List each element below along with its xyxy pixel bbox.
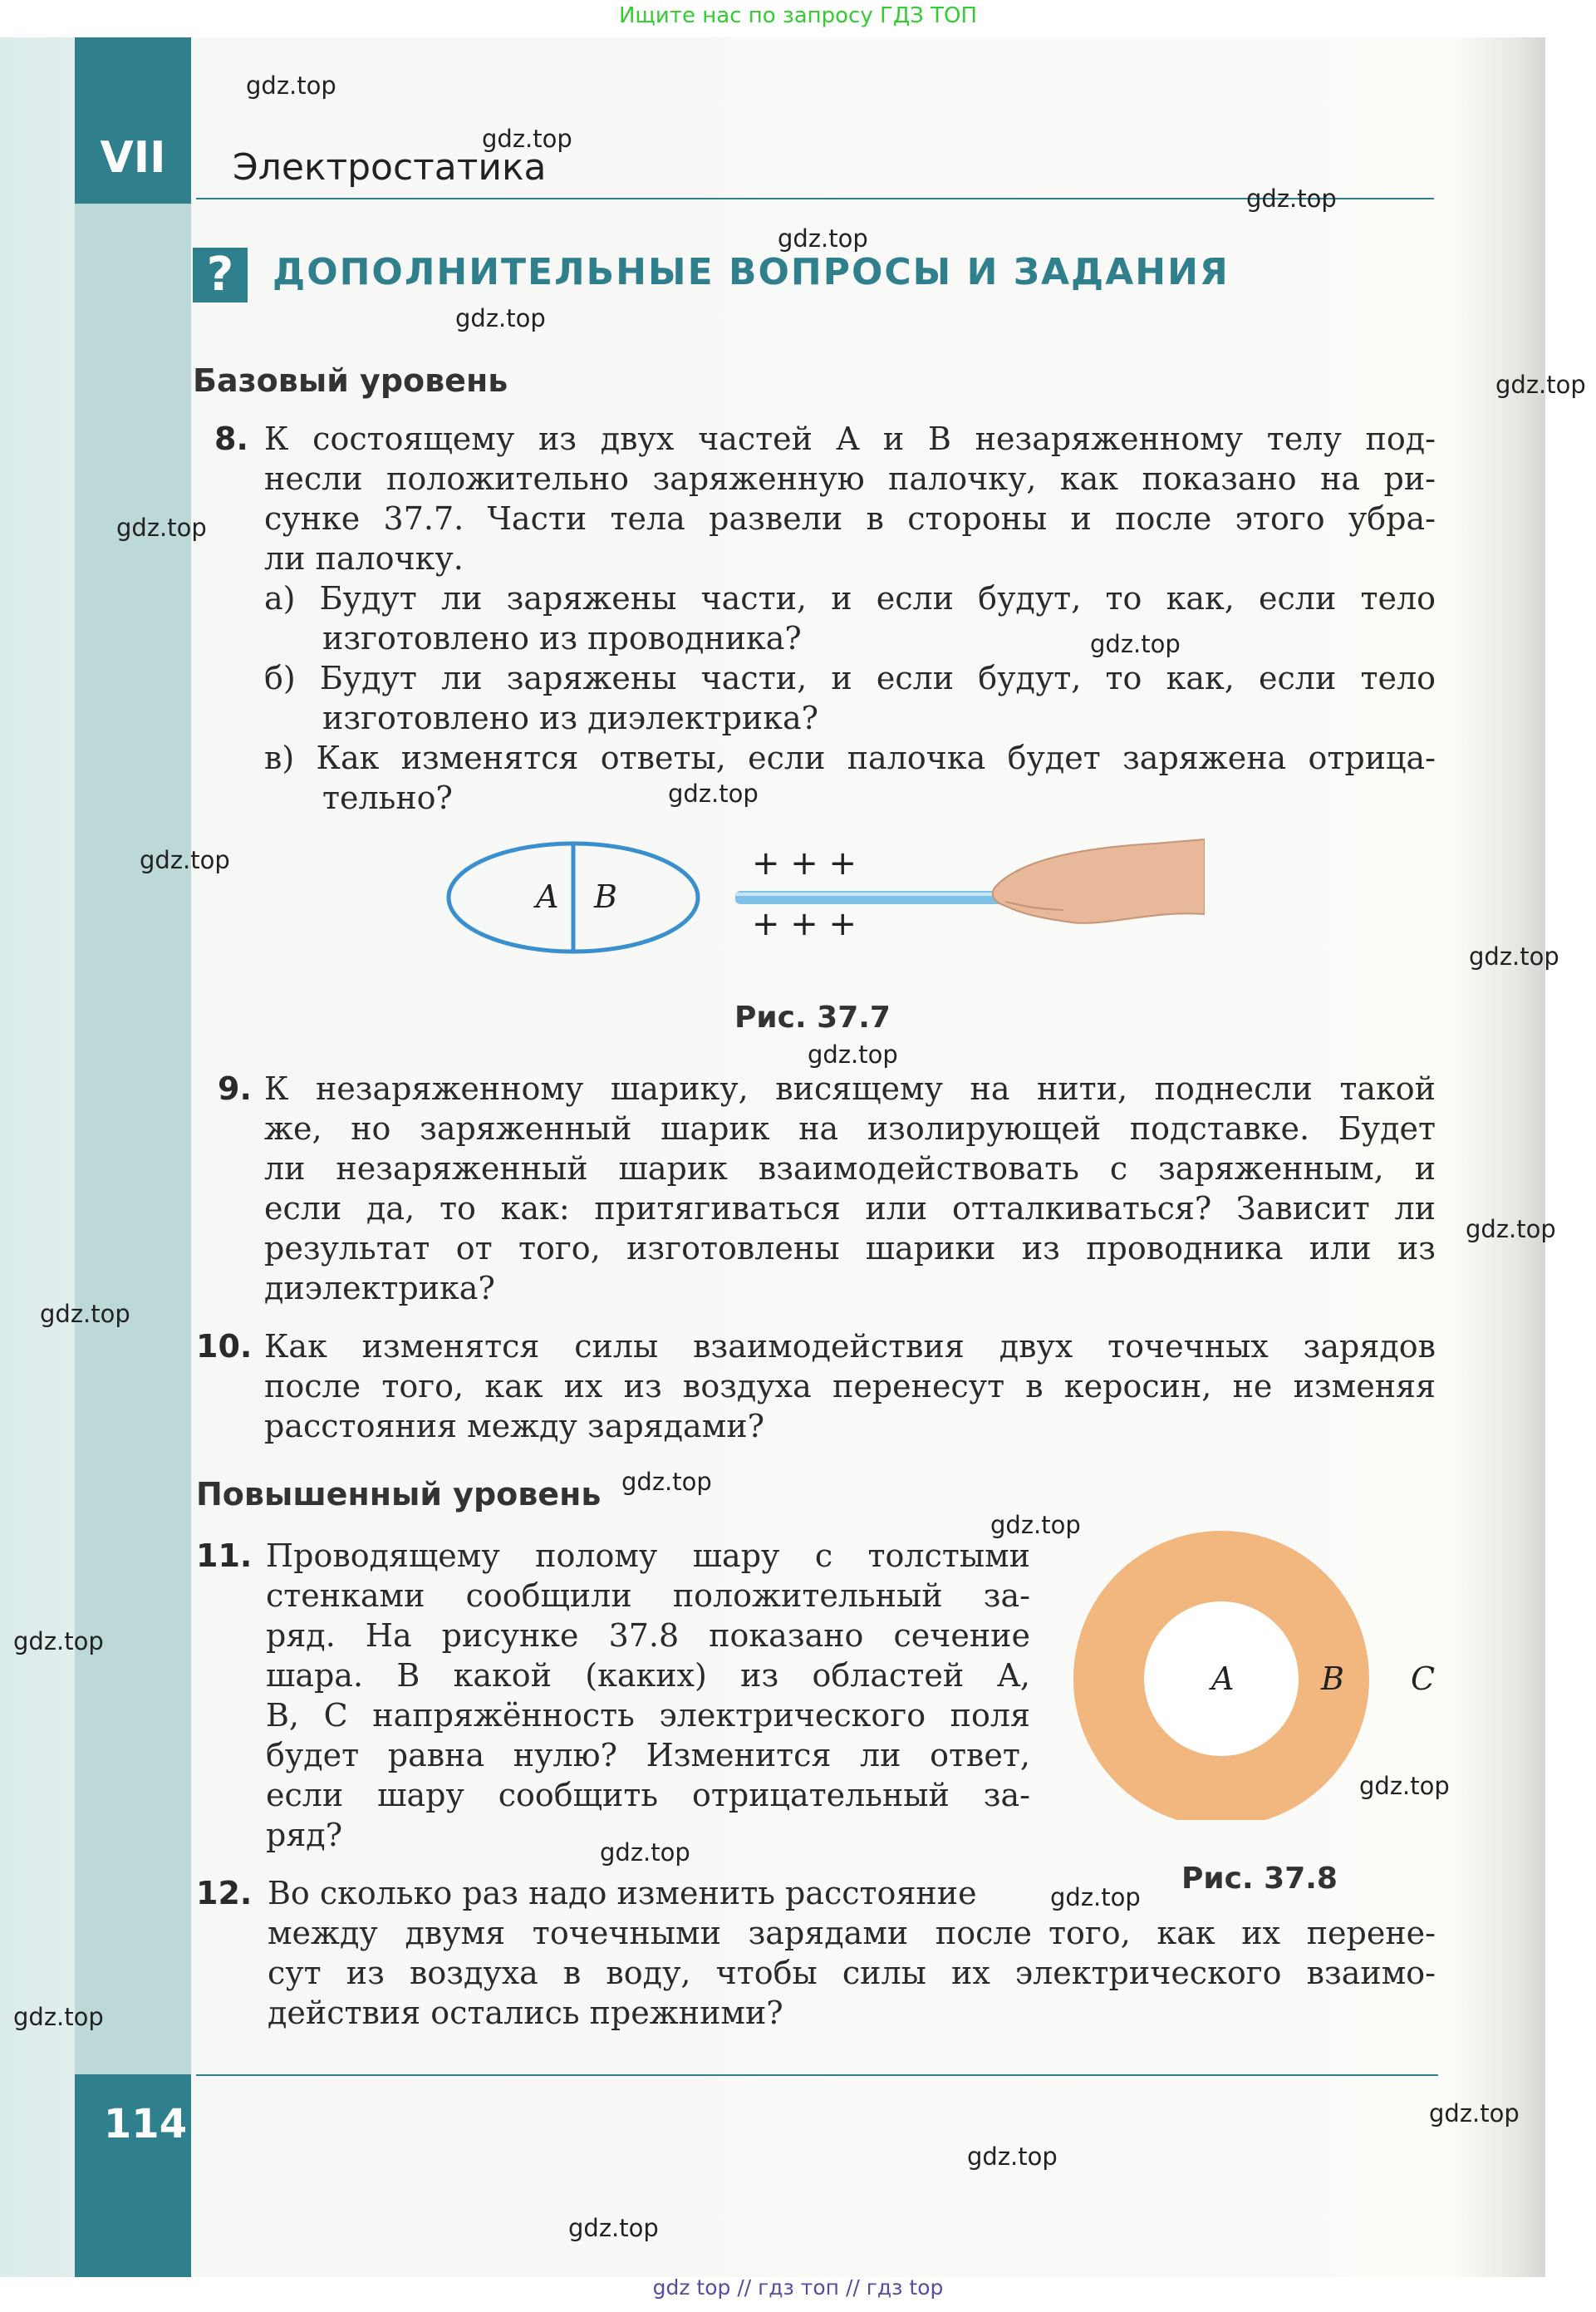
page-number: 114 [103,2101,188,2147]
region-c-label: C [1411,1660,1436,1697]
part-b-label: B [594,878,617,915]
q11-line3: ряд. На рисунке 37.8 показано сечение [266,1617,1030,1654]
footer-divider [196,2074,1438,2076]
part-a-label: A [536,878,559,915]
q9-number: 9. [218,1070,252,1107]
q12-line4: действия остались прежними? [268,1995,783,2031]
level-basic: Базовый уровень [193,362,508,399]
watermark: gdz.top [13,1627,104,1655]
section-title: ДОПОЛНИТЕЛЬНЫЕ ВОПРОСЫ И ЗАДАНИЯ [273,251,1230,293]
region-a-label: A [1211,1660,1235,1697]
q11-line4: шара. В какой (каких) из областей A, [266,1657,1030,1694]
watermark: gdz.top [600,1838,690,1867]
watermark: gdz.top [482,125,572,153]
level-advanced: Повышенный уровень [196,1476,602,1513]
q8-option-b-line2: изготовлено из диэлектрика? [322,700,819,736]
q8-line4: ли палочку. [264,540,464,577]
watermark: gdz.top [1359,1772,1450,1800]
q11-line6: будет равна нулю? Изменится ли ответ, [266,1737,1030,1773]
figure-37-7 [424,823,1205,964]
watermark: gdz.top [116,514,207,542]
watermark: gdz.top [246,71,336,100]
watermark: gdz.top [778,224,868,253]
hand-icon [993,839,1205,923]
q12-line2-end: того, как их перене- [1048,1915,1436,1951]
q9-line6: диэлектрика? [264,1270,495,1306]
q8-number: 8. [214,421,248,457]
q8-line2: несли положительно заряженную палочку, как показано на ри- [264,460,1436,497]
q9-line1: К незаряженному шарику, висящему на нити, поднесли такой [264,1070,1436,1107]
watermark: gdz.top [1466,1215,1556,1243]
q8-option-c-line2: тельно? [322,780,453,816]
watermark: gdz.top [1050,1883,1141,1911]
watermark: gdz.top [568,2214,659,2242]
watermark: gdz.top [13,2003,104,2031]
chapter-number: VII [100,133,166,183]
q12-number: 12. [196,1875,253,1911]
q9-line3: ли незаряженный шарик взаимодействовать с заряженным, и [264,1150,1436,1187]
watermark: gdz.top [808,1040,898,1069]
watermark: gdz.top [1090,630,1181,658]
chapter-title: Электростатика [233,146,547,189]
q11-line1: Проводящему полому шару с толстыми [266,1537,1030,1574]
page-sidebar [75,37,191,2277]
watermark: gdz.top [455,304,546,332]
q11-line8: ряд? [266,1817,343,1853]
q9-line2: же, но заряженный шарик на изолирующей подставке. Будет [264,1110,1436,1147]
figure-37-8-caption: Рис. 37.8 [1181,1862,1338,1896]
watermark: gdz.top [668,780,759,808]
figure-37-7-caption: Рис. 37.7 [734,1001,891,1035]
q12-line2: между двумя точечными зарядами после [268,1915,1032,1951]
q11-line7: если шару сообщить отрицательный за- [266,1777,1030,1813]
q12-line1: Во сколько раз надо изменить расстояние [268,1875,977,1911]
watermark: gdz.top [990,1511,1081,1539]
q11-line2: стенками сообщили положительный за- [266,1577,1030,1614]
watermark: gdz.top [1495,371,1586,399]
footer-links[interactable]: gdz top // гдз топ // гдз top [652,2275,944,2300]
q10-line1: Как изменятся силы взаимодействия двух точечных зарядов [264,1328,1436,1365]
watermark: gdz.top [967,2142,1058,2171]
watermark: gdz.top [40,1300,130,1328]
q8-line1: К состоящему из двух частей A и B незаряженному телу под- [264,421,1436,457]
watermark: gdz.top [1246,184,1337,213]
top-banner[interactable]: Ищите нас по запросу ГДЗ ТОП [618,3,978,28]
charges-bottom: + + + [752,905,857,943]
q8-option-b-line1: б) Будут ли заряжены части, и если будут, то как, если тело [264,660,1436,696]
q8-line3: сунке 37.7. Части тела развели в стороны и после этого убра- [264,500,1436,537]
q9-line4: если да, то как: притягиваться или отталкиваться? Зависит ли [264,1190,1436,1227]
q10-line3: расстояния между зарядами? [264,1408,764,1444]
q11-line5: B, C напряжённость электрического поля [266,1697,1030,1734]
q11-number: 11. [196,1537,253,1574]
watermark: gdz.top [621,1468,712,1496]
question-mark-icon: ? [193,248,248,303]
q12-line3: сут из воздуха в воду, чтобы силы их электрического взаимо- [268,1955,1436,1991]
q9-line5: результат от того, изготовлены шарики из проводника или из [264,1230,1436,1267]
q8-option-c-line1: в) Как изменятся ответы, если палочка будет заряжена отрица- [264,740,1436,776]
q8-option-a-line2: изготовлено из проводника? [322,620,802,657]
q8-option-a-line1: а) Будут ли заряжены части, и если будут, то как, если тело [264,580,1436,617]
charges-top: + + + [752,844,857,883]
region-b-label: B [1321,1660,1344,1697]
q10-number: 10. [196,1328,253,1365]
watermark: gdz.top [140,846,230,874]
watermark: gdz.top [1469,942,1559,971]
q10-line2: после того, как их из воздуха перенесут в керосин, не изменяя [264,1368,1436,1404]
watermark: gdz.top [1429,2099,1520,2128]
